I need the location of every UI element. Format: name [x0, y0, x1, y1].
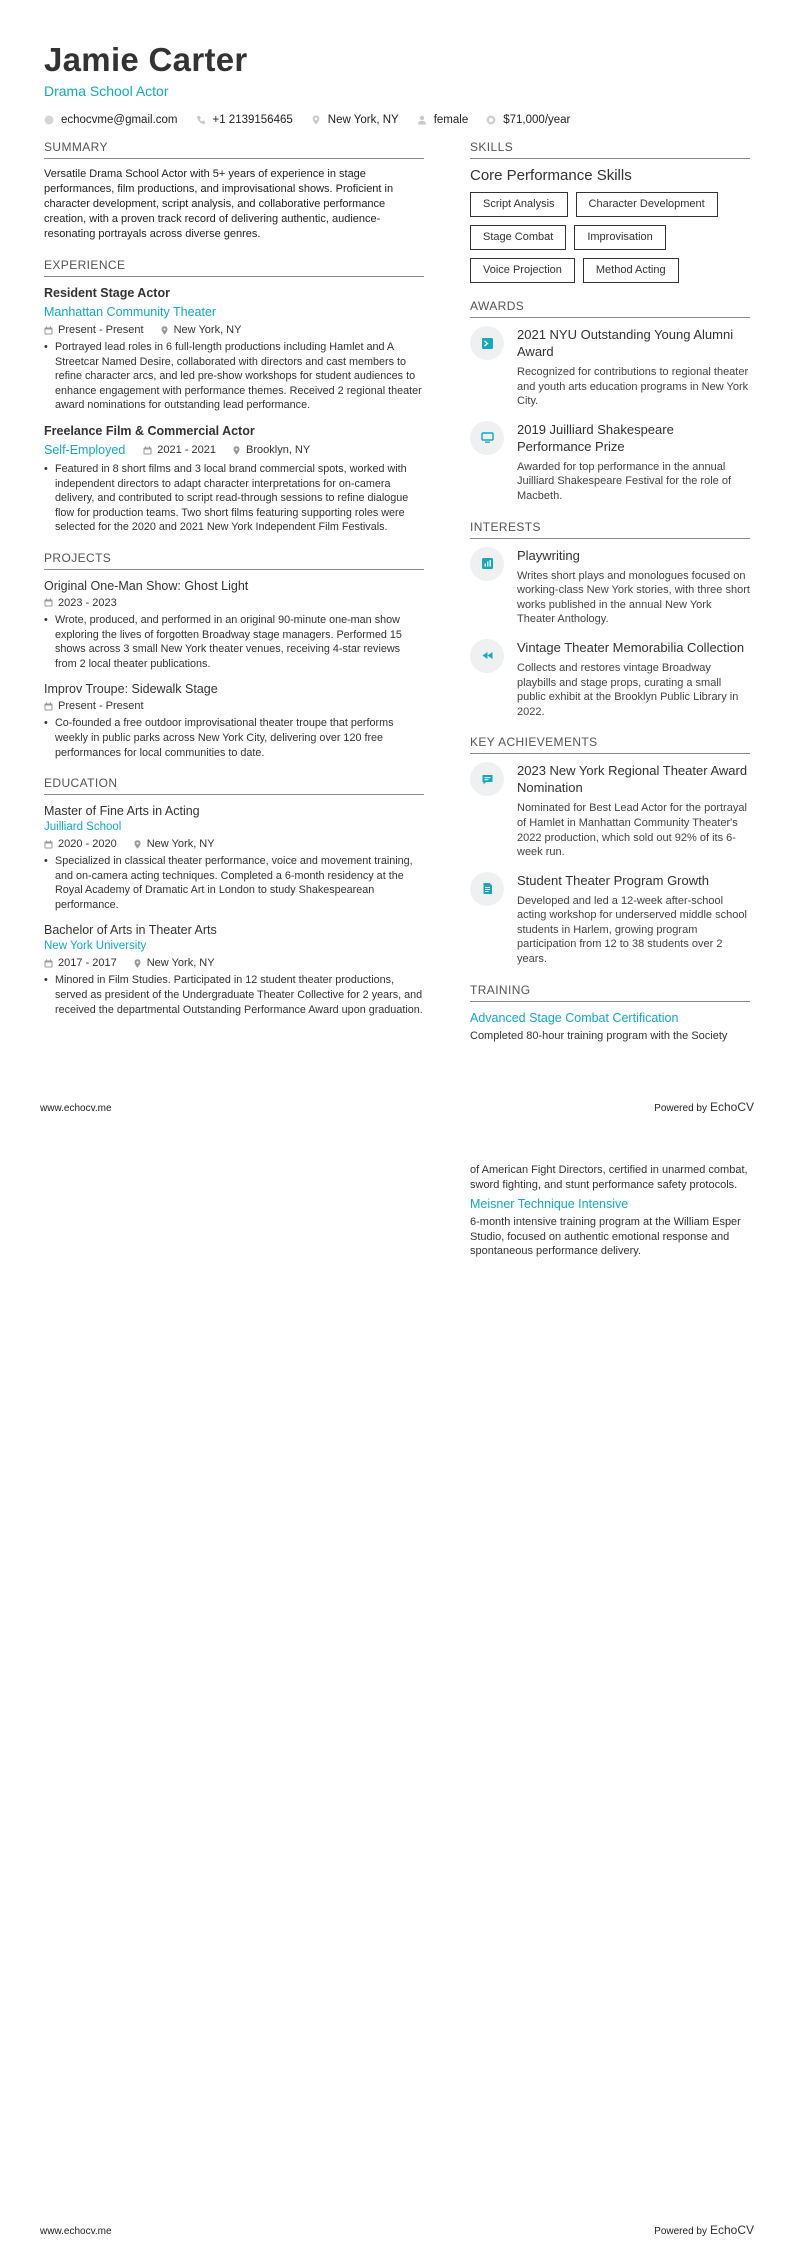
projects-section — [44, 551, 424, 760]
award-description: Recognized for contributions to regional theater and youth arts education programs in New York City. — [517, 366, 749, 408]
experience-entry — [44, 423, 424, 535]
candidate-name: Jamie Carter — [44, 41, 248, 78]
education-location — [133, 956, 215, 970]
education-dates-text: 2017 - 2017 — [58, 957, 117, 970]
person-icon — [417, 115, 427, 125]
salary-icon — [486, 115, 496, 125]
achievement-title: Student Theater Program Growth — [517, 872, 709, 888]
page-footer — [40, 2223, 754, 2237]
skill-tag: Improvisation — [574, 225, 665, 250]
phone-icon — [196, 115, 206, 125]
phone-text: +1 2139156465 — [212, 114, 293, 126]
project-title: Original One-Man Show: Ghost Light — [44, 578, 249, 593]
job-bullet: • Portrayed lead roles in 6 full-length productions including Hamlet and A Streetcar Named Desire, collaborated with directors and cast members to refine character arcs, and led pre-show workshops for student audiences to enhance engagement with performance themes. Received 2 regional theater award nominations for outstanding lead performance. — [44, 340, 424, 413]
project-meta — [44, 596, 424, 610]
job-dates-text: 2021 - 2021 — [157, 444, 217, 457]
project-dates-text: Present - Present — [58, 700, 144, 713]
job-meta — [44, 442, 424, 459]
powered-by — [654, 1100, 754, 1114]
job-location-text: New York, NY — [173, 324, 242, 336]
powered-by — [654, 2223, 754, 2237]
education-bullets — [44, 973, 424, 1017]
contact-location — [311, 114, 399, 126]
calendar-icon — [44, 598, 53, 607]
education-entry — [44, 803, 424, 912]
job-bullets — [44, 340, 424, 413]
degree-title: Master of Fine Arts in Acting — [44, 804, 200, 819]
education-entry — [44, 922, 424, 1017]
email-icon — [44, 115, 54, 125]
achievement-description: Developed and led a 12-week after-school acting workshop for underserved middle school students in Harlem, growing program participation from 12 to 38 students over 2 years. — [517, 894, 747, 966]
job-bullet: • Featured in 8 short films and 3 local brand commercial spots, worked with independent directors to adapt character interpretations for on-camera delivery, and contributed to script read-through sessions to refine dialogue flow for production teams. Two short films featuring supporting roles were selected for the 2020 and 2021 New York Independent Film Festivals. — [44, 462, 424, 535]
experience-heading: EXPERIENCE — [44, 258, 424, 277]
resume-header — [44, 40, 754, 126]
job-location-text: Brooklyn, NY — [246, 444, 311, 457]
degree-title: Bachelor of Arts in Theater Arts — [44, 923, 217, 938]
interest-title: Vintage Theater Memorabilia Collection — [517, 639, 745, 655]
location-pin-icon — [232, 446, 241, 455]
education-bullet: • Minored in Film Studies. Participated in 12 student theater productions, served as president of the Undergraduate Theater Collective for 2 years, and received the departmental Outstanding Performance Award upon graduation. — [44, 973, 424, 1017]
footer-url[interactable]: www.echocv.me — [40, 2226, 112, 2237]
award-icon — [470, 326, 504, 360]
training-description: 6-month intensive training program at the William Esper Studio, focused on authentic emotional response and spontaneous performance delivery. — [470, 1216, 741, 1258]
project-entry — [44, 681, 424, 760]
award-item — [470, 326, 750, 409]
skills-group-title: Core Performance Skills — [470, 167, 632, 184]
education-meta — [44, 837, 424, 851]
education-bullet: • Specialized in classical theater performance, voice and movement training, and on-camera acting techniques. Completed a 6-month residency at the Royal Academy of Dramatic Art in London to study Shakespearean performance. — [44, 854, 424, 912]
project-entry — [44, 578, 424, 671]
training-title: Advanced Stage Combat Certification — [470, 1010, 679, 1025]
interest-description: Writes short plays and monologues focused on working-class New York stories, with three short works published in the annual New York Theater Anthology. — [517, 569, 750, 626]
awards-heading: AWARDS — [470, 299, 750, 318]
project-bullets — [44, 613, 424, 671]
contact-phone[interactable] — [196, 114, 293, 126]
right-column — [470, 140, 750, 1059]
education-section — [44, 776, 424, 1017]
brand-logo[interactable]: EchoCV — [709, 1100, 754, 1114]
project-bullet: • Co-founded a free outdoor improvisational theater troupe that performs weekly in public parks across New York City, delivering over 120 free performances for local communities to date. — [44, 716, 424, 760]
skills-heading: SKILLS — [470, 140, 750, 159]
project-title: Improv Troupe: Sidewalk Stage — [44, 682, 218, 697]
achievement-item — [470, 872, 750, 967]
gender-text: female — [433, 114, 469, 126]
job-bullets — [44, 462, 424, 535]
experience-section — [44, 258, 424, 535]
job-title: Freelance Film & Commercial Actor — [44, 423, 255, 438]
experience-entry — [44, 285, 424, 413]
project-bullet: • Wrote, produced, and performed in an original 90-minute one-man show exploring the lives of forgotten Broadway stage managers. Performed 15 shows across 3 small New York theater venues, receiving 4-star reviews from 2 local theater publications. — [44, 613, 424, 671]
achievements-section — [470, 735, 750, 966]
school-name: Juilliard School — [44, 821, 122, 834]
summary-section — [44, 140, 424, 242]
interests-heading: INTERESTS — [470, 520, 750, 539]
summary-heading: SUMMARY — [44, 140, 424, 159]
training-section — [470, 983, 750, 1044]
page-footer — [40, 1100, 754, 1114]
skill-tag: Stage Combat — [470, 225, 566, 250]
email-text: echocvme@gmail.com — [61, 114, 178, 126]
skill-tag: Voice Projection — [470, 258, 575, 283]
location-text: New York, NY — [327, 114, 399, 126]
education-location-text: New York, NY — [146, 838, 215, 851]
education-meta — [44, 956, 424, 970]
chat-icon — [470, 762, 504, 796]
calendar-icon — [44, 326, 53, 335]
project-dates-text: 2023 - 2023 — [58, 596, 117, 609]
award-description: Awarded for top performance in the annual Juilliard Shakespeare Festival for the role of Macbeth. — [517, 460, 731, 502]
award-item — [470, 421, 750, 504]
projects-heading: PROJECTS — [44, 551, 424, 570]
calendar-icon — [143, 446, 152, 455]
job-dates — [44, 323, 144, 337]
education-dates-text: 2020 - 2020 — [58, 838, 117, 851]
job-dates — [143, 443, 216, 457]
skill-tag: Script Analysis — [470, 192, 568, 217]
achievement-title: 2023 New York Regional Theater Award Nomination — [517, 763, 748, 796]
education-location-text: New York, NY — [146, 957, 215, 970]
calendar-icon — [44, 959, 53, 968]
brand-logo[interactable]: EchoCV — [709, 2223, 754, 2237]
training-title: Meisner Technique Intensive — [470, 1197, 629, 1212]
document-icon — [470, 872, 504, 906]
awards-section — [470, 299, 750, 504]
calendar-icon — [44, 840, 53, 849]
rewind-icon — [470, 639, 504, 673]
job-location — [160, 323, 242, 337]
job-meta — [44, 323, 424, 337]
job-location — [232, 443, 310, 457]
contact-row — [44, 114, 754, 126]
location-pin-icon — [133, 840, 142, 849]
powered-by-label: Powered by — [654, 1103, 707, 1114]
education-dates — [44, 837, 117, 851]
job-organization: Manhattan Community Theater — [44, 305, 217, 319]
interest-title: Playwriting — [517, 547, 580, 563]
award-title: 2019 Juilliard Shakespeare Performance Prize — [517, 421, 674, 454]
training-description-continued: of American Fight Directors, certified in unarmed combat, sword fighting, and stunt performance safety protocols. — [470, 1164, 748, 1191]
salary-text: $71,000/year — [503, 114, 571, 126]
contact-email[interactable] — [44, 114, 178, 126]
job-dates-text: Present - Present — [58, 324, 144, 336]
job-organization: Self-Employed — [44, 442, 126, 457]
award-title: 2021 NYU Outstanding Young Alumni Award — [517, 327, 734, 359]
location-pin-icon — [311, 115, 321, 125]
resume-page-2 — [0, 1123, 794, 2246]
skill-tag: Character Development — [576, 192, 718, 217]
project-dates — [44, 596, 117, 610]
calendar-icon — [44, 702, 53, 711]
candidate-role: Drama School Actor — [44, 83, 169, 99]
interest-description: Collects and restores vintage Broadway playbills and stage props, curating a small public exhibit at the Brooklyn Public Library in 2022. — [517, 661, 739, 718]
achievement-description: Nominated for Best Lead Actor for the portrayal of Hamlet in Manhattan Community Theater's 2022 production, which sold out 92% of its 6-week run. — [517, 802, 747, 859]
powered-by-label: Powered by — [654, 2226, 707, 2237]
project-dates — [44, 699, 144, 713]
training-description: Completed 80-hour training program with the Society — [470, 1029, 728, 1042]
chart-icon — [470, 547, 504, 581]
skill-tag: Method Acting — [583, 258, 679, 283]
monitor-icon — [470, 421, 504, 455]
training-continued — [470, 1163, 750, 1259]
training-heading: TRAINING — [470, 983, 750, 1002]
left-column — [44, 140, 424, 1033]
education-location — [133, 837, 215, 851]
school-name: New York University — [44, 940, 147, 953]
interest-item — [470, 639, 750, 719]
project-meta — [44, 699, 424, 713]
project-bullets — [44, 716, 424, 760]
skill-tags — [470, 192, 750, 283]
location-pin-icon — [133, 959, 142, 968]
summary-text: Versatile Drama School Actor with 5+ years of experience in stage performances, film productions, and improvisational shows. Proficient in character development, script analysis, and collaborative performance creation, with a proven track record of delivering authentic, audience-resonating portrayals across diverse genres. — [44, 168, 394, 240]
interests-section — [470, 520, 750, 720]
education-heading: EDUCATION — [44, 776, 424, 795]
location-pin-icon — [160, 326, 169, 335]
contact-salary — [486, 114, 570, 126]
interest-item — [470, 547, 750, 627]
skills-section — [470, 140, 750, 283]
contact-gender — [417, 114, 469, 126]
job-title: Resident Stage Actor — [44, 286, 170, 300]
achievements-heading: KEY ACHIEVEMENTS — [470, 735, 750, 754]
education-bullets — [44, 854, 424, 912]
footer-url[interactable]: www.echocv.me — [40, 1103, 112, 1114]
achievement-item — [470, 762, 750, 859]
education-dates — [44, 956, 117, 970]
